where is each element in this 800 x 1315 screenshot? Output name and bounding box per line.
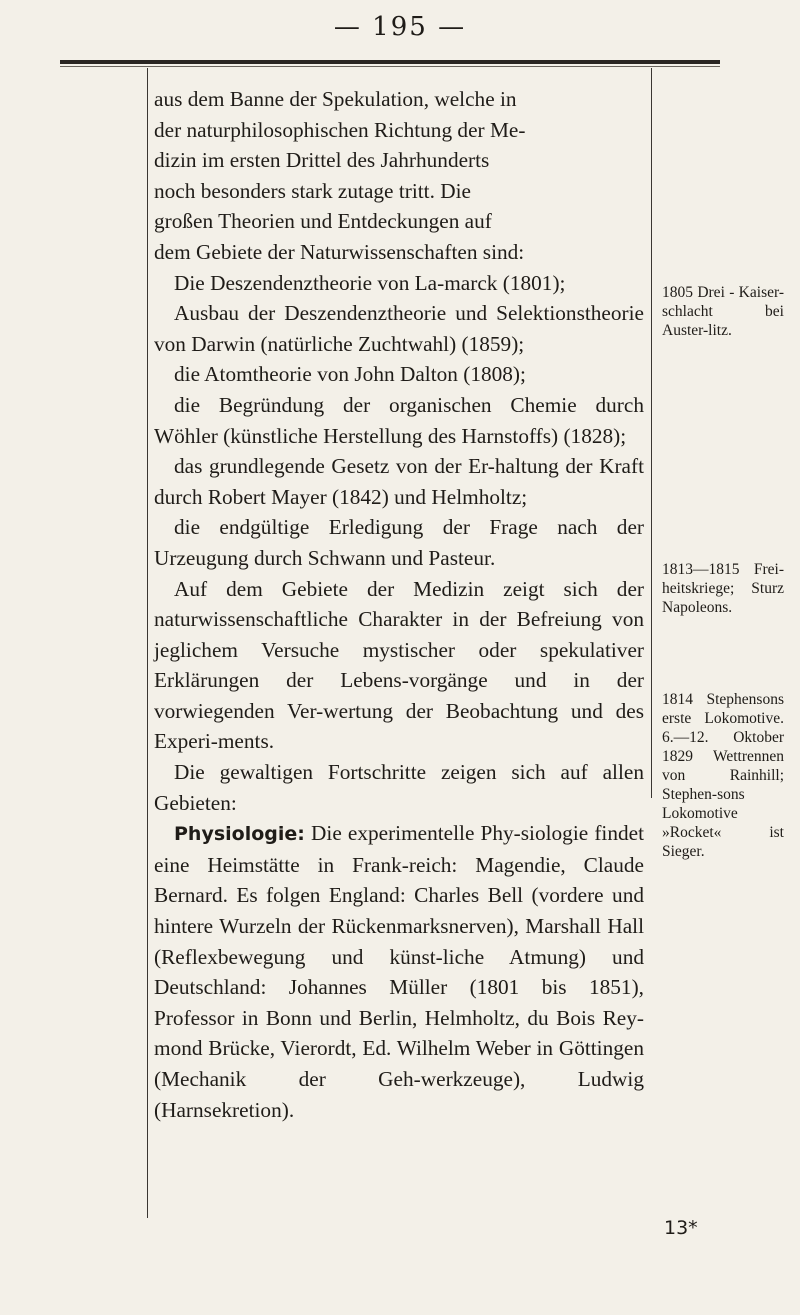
item-lamarck: Die Deszendenztheorie von La-marck (1801); [174,270,566,295]
right-column-rule [651,68,652,798]
item-schwann: die endgültige Erledigung der Frage nach der Urzeugung durch Schwann und Pasteur. [154,515,644,570]
intro-line-4: noch besonders stark zutage tritt. Die [154,178,471,203]
sheet-signature: 13* [664,1217,698,1239]
intro-line-5: großen Theorien und Entdeckungen auf [154,209,492,234]
item-mayer: das grundlegende Gesetz von der Er-haltung der Kraft durch Robert Mayer (1842) und Helmholtz; [154,454,644,509]
physiologie-text: Die experimentelle Phy-siologie findet eine Heimstätte in Frank-reich: Magendie, Claude Bernard. Es folgen England: Charles Bell (vordere und hintere Wurzeln der Rückenmarksnerven), Marshall Hall (Reflexbewegung und künst-liche Atmung) und Deutschland: Johannes Müller (1801 bis 1851), Professor in Bonn und Berlin, Helmholtz, du Bois Rey-mond Brücke, Vierordt, Ed. Wilhelm Weber in Göttingen (Mechanik der Geh-werkzeuge), Ludwig (Harnsekretion). [154,821,644,1122]
margin-note-1813: 1813—1815 Frei-heitskriege; Sturz Napoleons. [662,561,784,616]
top-rule-thin [60,66,720,67]
item-darwin: Ausbau der Deszendenztheorie und Selektionstheorie von Darwin (natürliche Zuchtwahl) (1859); [154,301,644,356]
paragraph-fortschritte: Die gewaltigen Fortschritte zeigen sich auf allen Gebieten: [154,760,644,815]
paragraph-medizin: Auf dem Gebiete der Medizin zeigt sich der naturwissenschaftliche Charakter in der Befreiung von jeglichem Versuche mystischer oder spekulativer Erklärungen der Lebens-vorgänge und in der vorwiegenden Ver-wertung der Beobachtung und des Experi-ments. [154,576,644,754]
intro-line-1: aus dem Banne der Spekulation, welche in [154,87,517,111]
intro-line-3: dizin im ersten Drittel des Jahrhunderts [154,148,490,173]
margin-note-1805: 1805 Drei - Kaiser-schlacht bei Auster-litz. [662,284,784,339]
paragraph-physiologie [154,818,644,1125]
left-column-rule [147,68,148,1218]
physiologie-heading: Physiologie: [174,823,305,846]
main-text [154,84,644,1125]
item-woehler: die Begründung der organischen Chemie durch Wöhler (künstliche Herstellung des Harnstoffs) (1828); [154,392,644,448]
page-number: — 195 — [333,12,467,42]
intro-line-2: der naturphilosophischen Richtung der Me- [154,117,526,142]
top-rule [60,60,720,64]
item-dalton: die Atomtheorie von John Dalton (1808); [174,362,526,387]
intro-line-6: dem Gebiete der Naturwissenschaften sind: [154,239,525,264]
margin-note-1814: 1814 Stephensons erste Lokomotive. 6.—12. Oktober 1829 Wettrennen von Rainhill; Stephen-sons Lokomotive »Rocket« ist Sieger. [662,691,784,860]
